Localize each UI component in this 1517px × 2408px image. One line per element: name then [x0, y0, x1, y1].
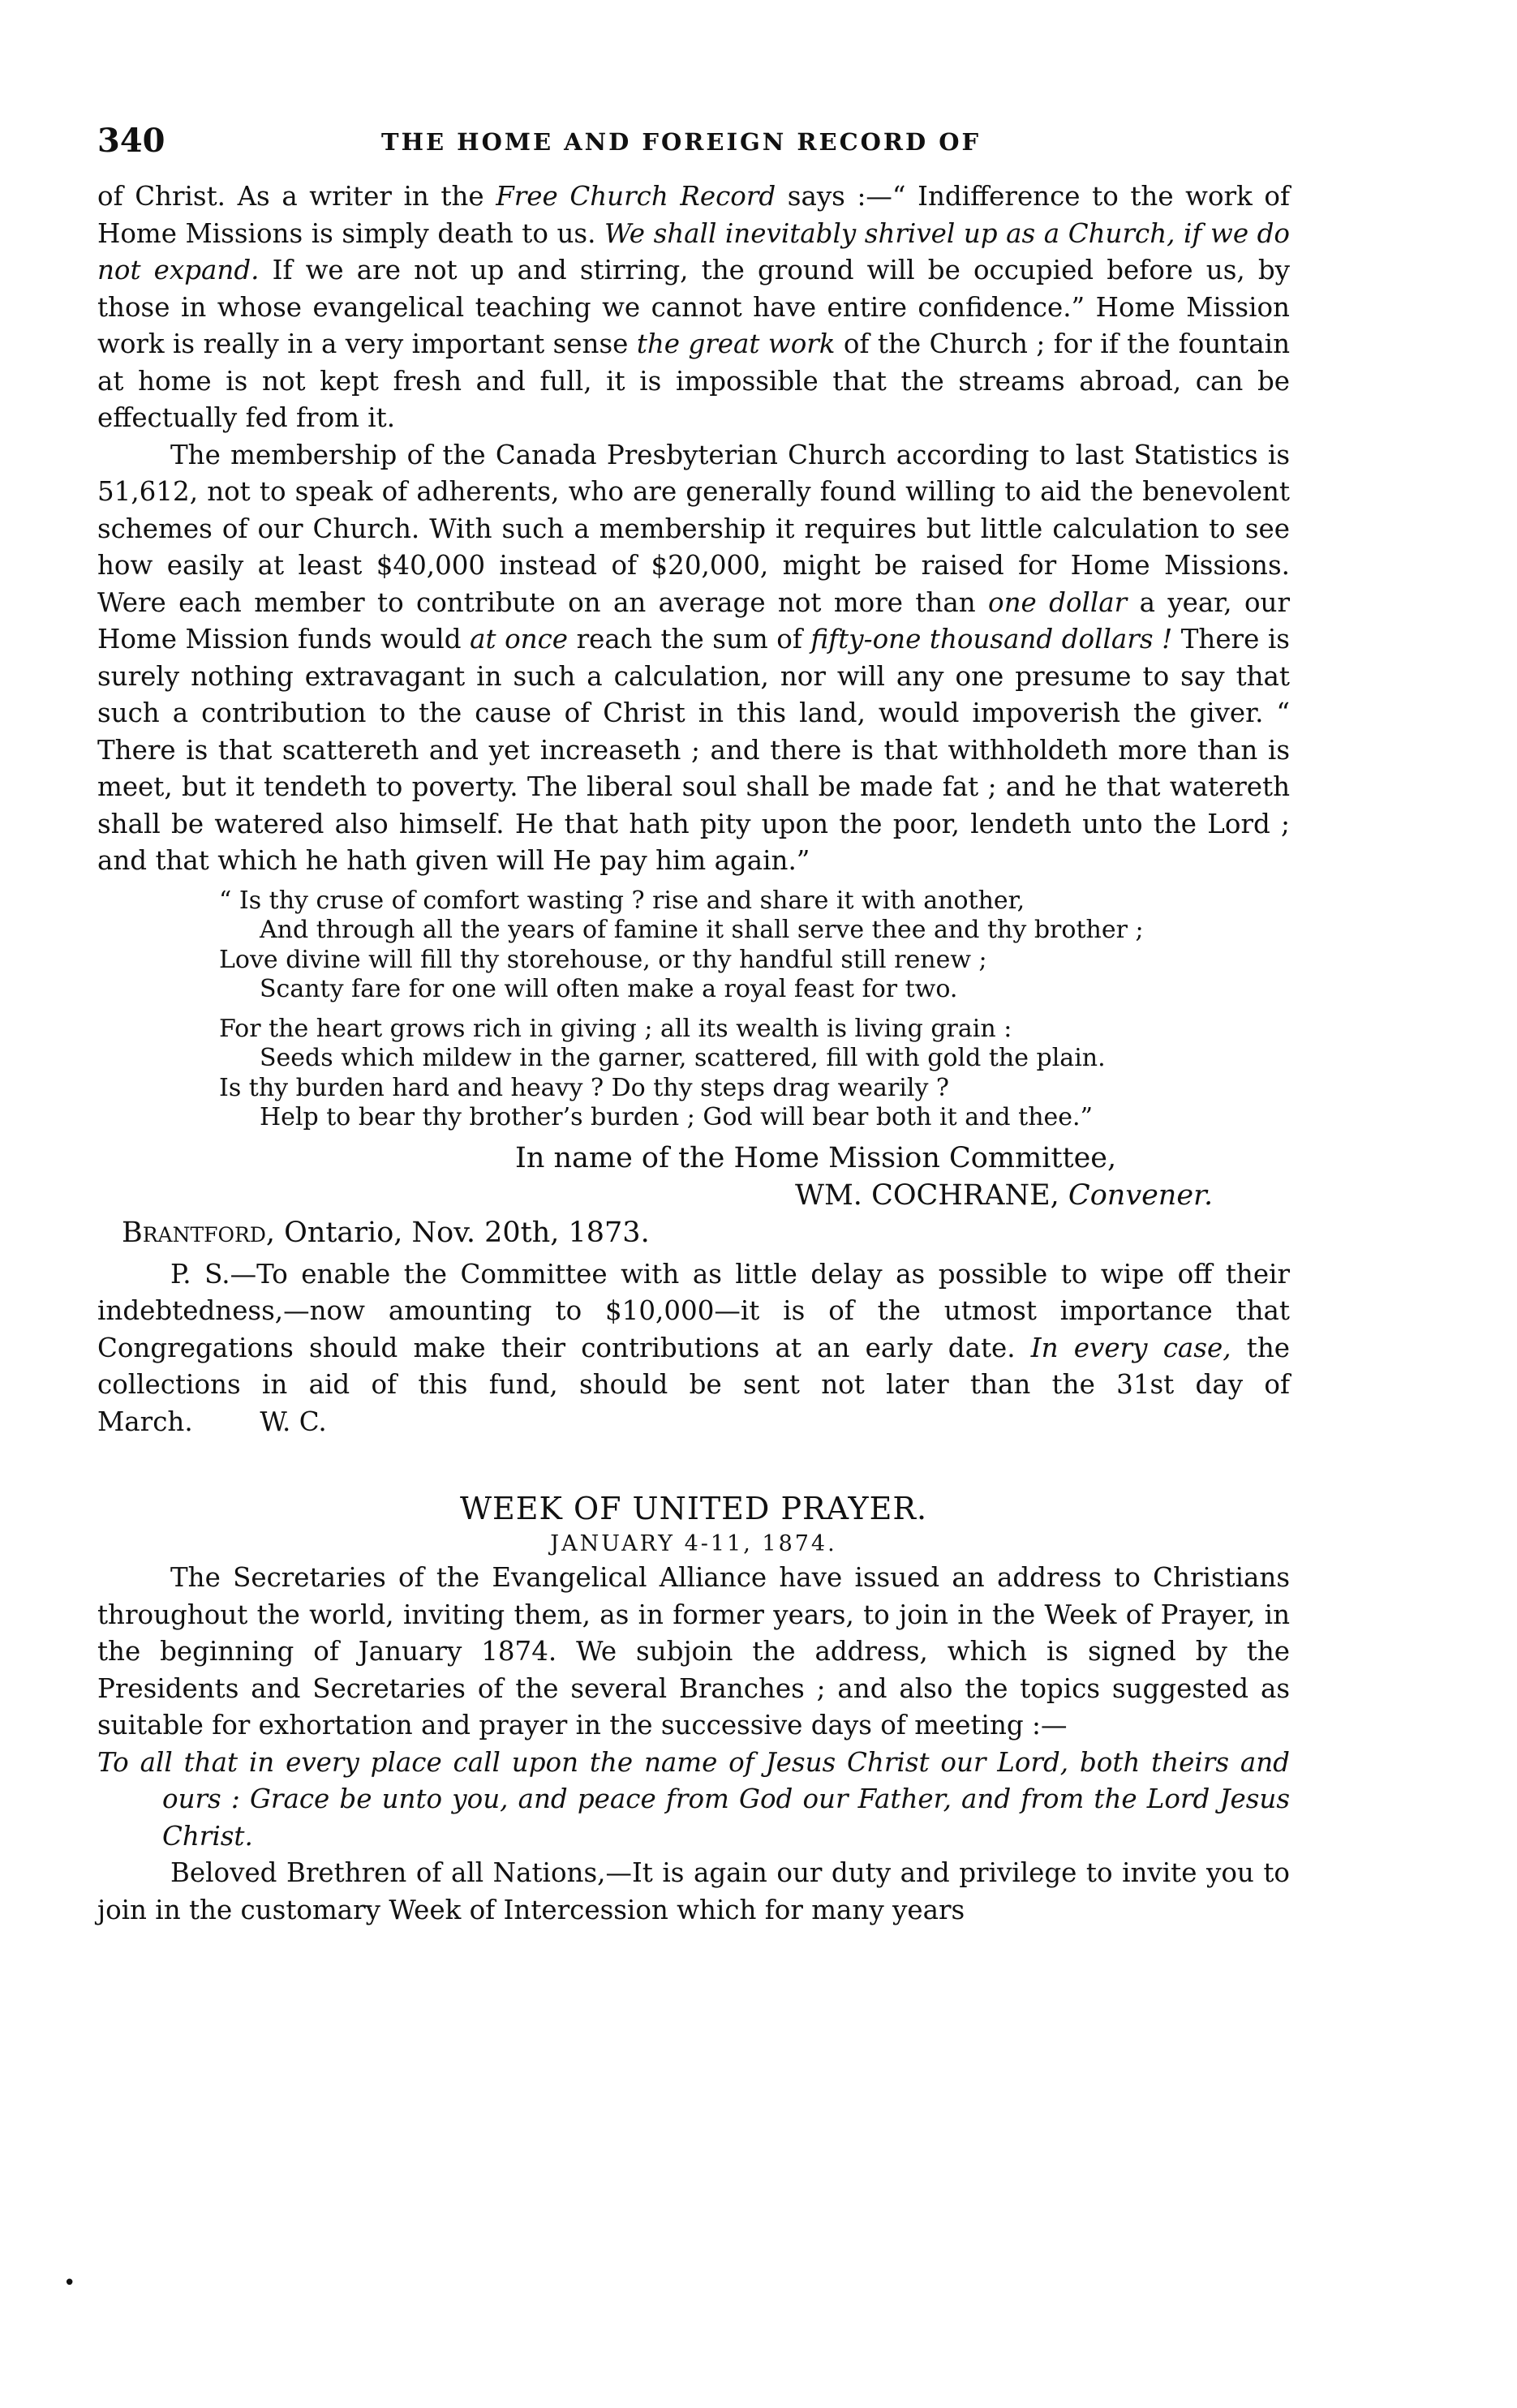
page [97, 122, 1290, 1929]
poem-line: Love divine will fill thy storehouse, or thy handful still renew ; [219, 945, 987, 974]
poem-line: For the heart grows rich in giving ; all its wealth is living grain : [219, 1014, 1012, 1043]
signature-name: WM. COCHRANE, Convener. [795, 1178, 1214, 1212]
poem-line: And through all the years of famine it shall serve thee and thy brother ; [260, 916, 1144, 944]
section-dates: JANUARY 4-11, 1874. [550, 1531, 837, 1556]
page-number: 340 [97, 122, 165, 160]
salutation: To all that in every place call upon the name of Jesus Christ our Lord, both theirs and ours : Grace be unto you, and peace from God our Father, and from the Lord Jesus Christ. [97, 1746, 1290, 1852]
poem [97, 886, 1290, 1133]
dateline: Brantford, Ontario, Nov. 20th, 1873. [122, 1216, 650, 1249]
poem-line: Help to bear thy brother’s burden ; God will bear both it and thee.” [260, 1103, 1093, 1131]
footer-mark: • [63, 2271, 76, 2295]
running-head [97, 122, 1290, 178]
signature-committee: In name of the Home Mission Committee, [515, 1141, 1117, 1174]
section-title: WEEK OF UNITED PRAYER. [459, 1491, 928, 1526]
poem-line: Scanty fare for one will often make a royal feast for two. [260, 975, 958, 1003]
poem-line: Seeds which mildew in the garner, scattered, fill with gold the plain. [260, 1044, 1106, 1072]
poem-line: Is thy burden hard and heavy ? Do thy steps drag wearily ? [219, 1073, 950, 1102]
paragraph-membership: The membership of the Canada Presbyterian Church according to last Statistics is 51,612, not to speak of adherents, who are generally found willing to aid the benevolent schemes of our Church. With such a membership it requires but little calculation to see how easily at least $40,000 instead of $20,000, might be raised for Home Missions. Were each member to contribute on an average not more than one dollar a year, our Home Mission funds would at once reach the sum of fifty-one thousand dollars ! There is surely nothing extravagant in such a calculation, nor will any one presume to say that such a contribution to the cause of Christ in this land, would impoverish the giver. “ There is that scattereth and yet increaseth ; and there is that withholdeth more than is meet, but it tendeth to poverty. The liberal soul shall be made fat ; and he that watereth shall be watered also himself. He that hath pity upon the poor, lendeth unto the Lord ; and that which he hath given will He pay him again.” [97, 439, 1290, 876]
running-title: THE HOME AND FOREIGN RECORD OF [381, 128, 982, 156]
paragraph-evangelical-alliance: The Secretaries of the Evangelical Alliance have issued an address to Christians throughout the world, inviting them, as in former years, to join in the Week of Prayer, in the beginning of January 1874. We subjoin the address, which is signed by the Presidents and Secretaries of the several Branches ; and also the topics suggested as suitable for exhortation and prayer in the successive days of meeting :— [97, 1562, 1290, 1741]
paragraph-free-church-quote: of Christ. As a writer in the Free Church Record says :—“ Indifference to the work of Home Missions is simply death to us. We shall inevitably shrivel up as a Church, if we do not expand. If we are not up and stirring, the ground will be occupied before us, by those in whose evangelical teaching we cannot have entire confidence.” Home Mission work is really in a very important sense the great work of the Church ; for if the fountain at home is not kept fresh and full, it is impossible that the streams abroad, can be effectually fed from it. [97, 181, 1291, 433]
postscript-initials: W. C. [260, 1406, 327, 1437]
poem-line: “ Is thy cruse of comfort wasting ? rise and share it with another, [219, 886, 1025, 915]
paragraph-beloved-brethren: Beloved Brethren of all Nations,—It is again our duty and privilege to invite you to join in the customary Week of Intercession which for many years [97, 1857, 1290, 1925]
postscript: P. S.—To enable the Committee with as little delay as possible to wipe off their indebtedness,—now amounting to $10,000—it is of the utmost importance that Congregations should make their contributions at an early date. In every case, the collections in aid of this fund, should be sent not later than the 31st day of March. W. C. [97, 1258, 1290, 1437]
